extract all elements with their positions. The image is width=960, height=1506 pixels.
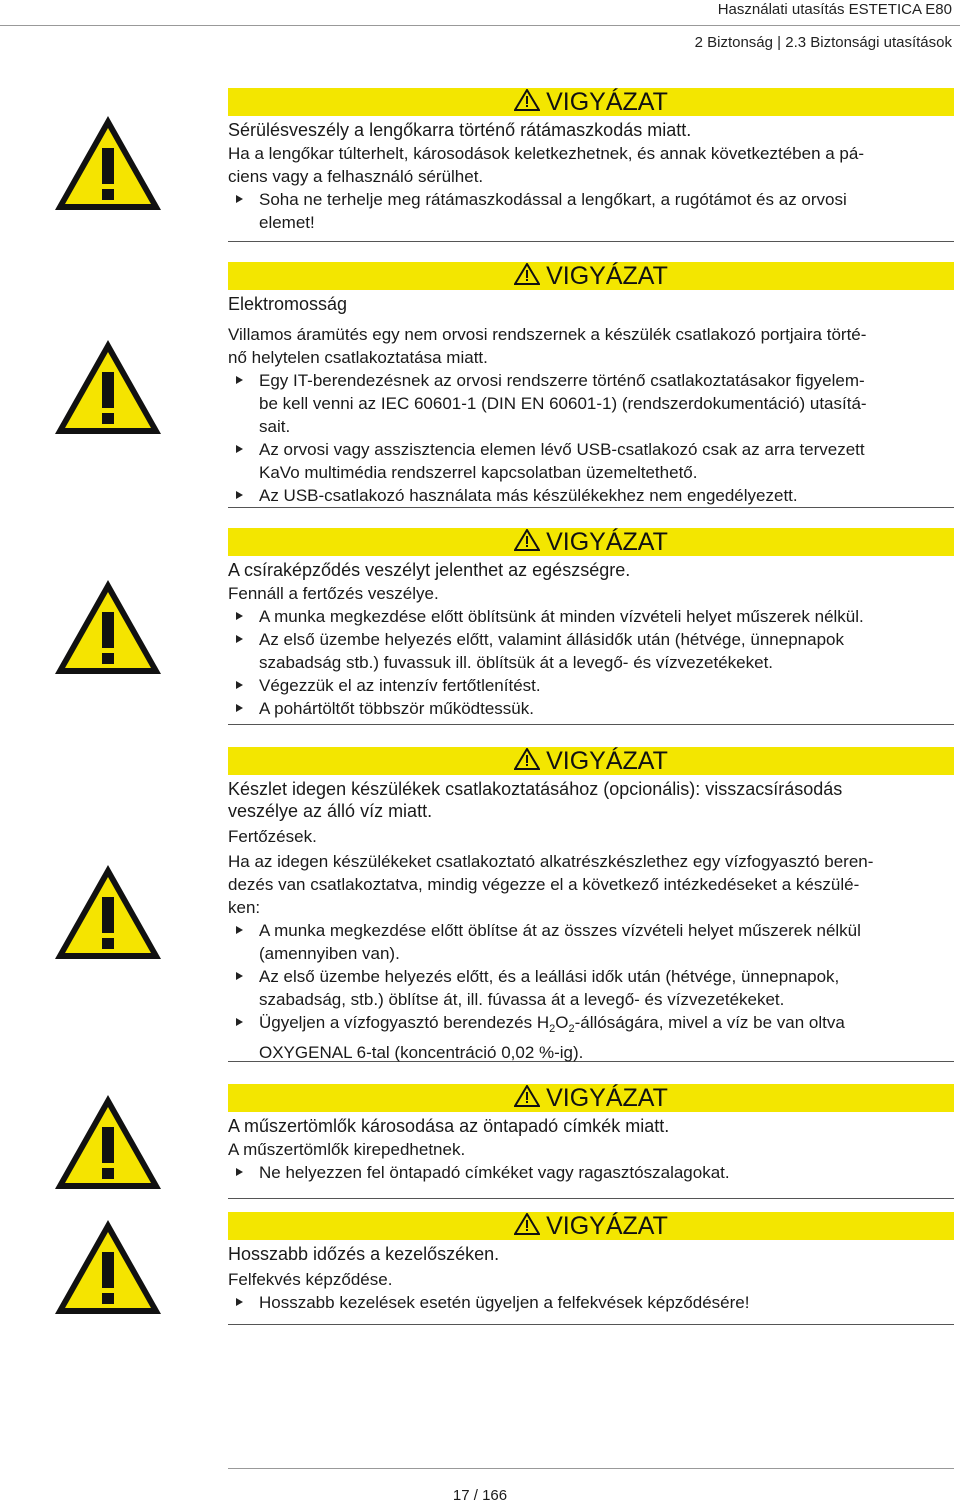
warning-block-2 (228, 262, 954, 508)
text-line: Az orvosi vagy asszisztencia elemen lévő USB-csatlakozó csak az arra tervezett (259, 440, 865, 459)
section-breadcrumb: 2 Biztonság | 2.3 Biztonsági utasítások (694, 34, 952, 51)
header-divider (0, 25, 960, 26)
bullet-item (228, 1291, 954, 1314)
warning-triangle-icon (514, 748, 540, 770)
text-line: Az első üzembe helyezés előtt, valamint állásidők után (hétvége, ünnepnapok (259, 630, 844, 649)
text-line: OXYGENAL 6-tal (koncentráció 0,02 %-ig). (259, 1043, 584, 1062)
title-line: veszélye az álló víz miatt. (228, 801, 433, 821)
text-line: Fennáll a fertőzés veszélye. (228, 584, 439, 603)
warning-block-5 (228, 1084, 954, 1199)
warning-header (228, 1084, 954, 1112)
text-line: Villamos áramütés egy nem orvosi rendszernek a készülék csatlakozó portjaira törté- (228, 325, 867, 344)
warning-title: A csíraképződés veszélyt jelenthet az egészségre. (228, 560, 631, 580)
warning-text (228, 582, 954, 605)
warning-label: VIGYÁZAT (546, 1212, 668, 1240)
warning-title: Elektromosság (228, 294, 348, 314)
warning-label: VIGYÁZAT (546, 528, 668, 556)
warning-block-4 (228, 747, 954, 1062)
warning-sign-icon (52, 1217, 164, 1317)
warning-sign-icon (52, 862, 164, 962)
warning-header (228, 88, 954, 116)
text-line: Végezzük el az intenzív fertőtlenítést. (259, 676, 541, 695)
warning-sign-icon (52, 337, 164, 437)
warning-text (228, 1268, 954, 1291)
warning-triangle-icon (514, 263, 540, 285)
text-line: Ne helyezzen fel öntapadó címkéket vagy ragasztószalagokat. (259, 1163, 730, 1182)
warning-triangle-icon (514, 89, 540, 111)
warning-block-6 (228, 1212, 954, 1325)
footer-divider (228, 1468, 954, 1469)
text-line: Hosszabb kezelések esetén ügyeljen a felfekvések képződésére! (259, 1293, 750, 1312)
text-line: Ha az idegen készülékeket csatlakoztató alkatrészkészlethez egy vízfogyasztó beren- (228, 852, 874, 871)
warning-label: VIGYÁZAT (546, 747, 668, 775)
text-line: A munka megkezdése előtt öblítse át az összes vízvételi helyet műszerek nélkül (259, 921, 861, 940)
bullet-item (228, 605, 954, 628)
text-line: A munka megkezdése előtt öblítsünk át minden vízvételi helyet műszerek nélkül. (259, 607, 864, 626)
bullet-item (228, 1161, 954, 1184)
text-line: KaVo multimédia rendszerrel kapcsolatban üzemeltethető. (259, 463, 698, 482)
warning-title: Sérülésveszély a lengőkarra történő rátámaszkodás miatt. (228, 120, 692, 140)
text-line: szabadság stb.) fuvassuk ill. öblítsük át a levegő- és vízvezetékeket. (259, 653, 774, 672)
text-line: Egy IT-berendezésnek az orvosi rendszerre történő csatlakoztatásakor figyelem- (259, 371, 865, 390)
bullet-item (228, 484, 954, 507)
bullet-item (228, 369, 954, 438)
text-line: dezés van csatlakoztatva, mindig végezze el a következő intézkedéseket a készülé- (228, 875, 860, 894)
text-line: be kell venni az IEC 60601-1 (DIN EN 60601-1) (rendszerdokumentáció) utasítá- (259, 394, 867, 413)
text-line: Az USB-csatlakozó használata más készülékekhez nem engedélyezett. (259, 486, 798, 505)
text-line: (amennyiben van). (259, 944, 400, 963)
bullet-item (228, 188, 954, 234)
warning-header (228, 1212, 954, 1240)
warning-block-3 (228, 528, 954, 725)
warning-header (228, 528, 954, 556)
bullet-item (228, 697, 954, 720)
warning-triangle-icon (514, 529, 540, 551)
text-line: Ha a lengőkar túlterhelt, károsodások keletkezhetnek, és annak következtében a pá- (228, 144, 864, 163)
warning-sign-icon (52, 577, 164, 677)
text-line: Az első üzembe helyezés előtt, és a leállási idők után (hétvége, ünnepnapok, (259, 967, 840, 986)
warning-triangle-icon (514, 1085, 540, 1107)
text-line: Felfekvés képződése. (228, 1270, 393, 1289)
text-line: Soha ne terhelje meg rátámaszkodással a lengőkart, a rugótámot és az orvosi (259, 190, 847, 209)
text-line: Ügyeljen a vízfogyasztó berendezés $H_2O_2$-állóságára, mivel a víz be van oltva (259, 1013, 845, 1035)
warning-text (228, 1138, 954, 1161)
warning-header (228, 262, 954, 290)
bullet-item (228, 919, 954, 965)
warning-text (228, 850, 954, 919)
warning-title (228, 778, 954, 822)
text-line: szabadság, stb.) öblítse át, ill. fúvassa át a levegő- és vízvezetékeket. (259, 990, 785, 1009)
warning-label: VIGYÁZAT (546, 88, 668, 116)
text-line: sait. (259, 417, 291, 436)
document-title: Használati utasítás ESTETICA E80 (717, 1, 952, 18)
warning-header (228, 747, 954, 775)
warning-triangle-icon (514, 1213, 540, 1235)
warning-text (228, 142, 954, 188)
text-line: elemet! (259, 213, 315, 232)
warning-sign-icon (52, 1092, 164, 1192)
warning-text: Fertőzések. (228, 827, 317, 846)
bullet-item (228, 674, 954, 697)
warning-text (228, 323, 954, 369)
text-line: ciens vagy a felhasználó sérülhet. (228, 167, 484, 186)
bullet-item (228, 965, 954, 1011)
warning-label: VIGYÁZAT (546, 262, 668, 290)
warning-block-1 (228, 88, 954, 242)
bullet-item (228, 1011, 954, 1064)
text-line: ken: (228, 898, 261, 917)
text-line: A pohártöltőt többször működtessük. (259, 699, 534, 718)
text-line: A műszertömlők kirepedhetnek. (228, 1140, 466, 1159)
warning-sign-icon (52, 113, 164, 213)
warning-label: VIGYÁZAT (546, 1084, 668, 1112)
warning-title: A műszertömlők károsodása az öntapadó címkék miatt. (228, 1116, 670, 1136)
bullet-item (228, 628, 954, 674)
text-line: nő helytelen csatlakoztatása miatt. (228, 348, 488, 367)
page-number: 17 / 166 (452, 1487, 508, 1504)
warning-title: Hosszabb időzés a kezelőszéken. (228, 1244, 500, 1264)
title-line: Készlet idegen készülékek csatlakoztatásához (opcionális): visszacsírásodás (228, 779, 843, 799)
bullet-item (228, 438, 954, 484)
